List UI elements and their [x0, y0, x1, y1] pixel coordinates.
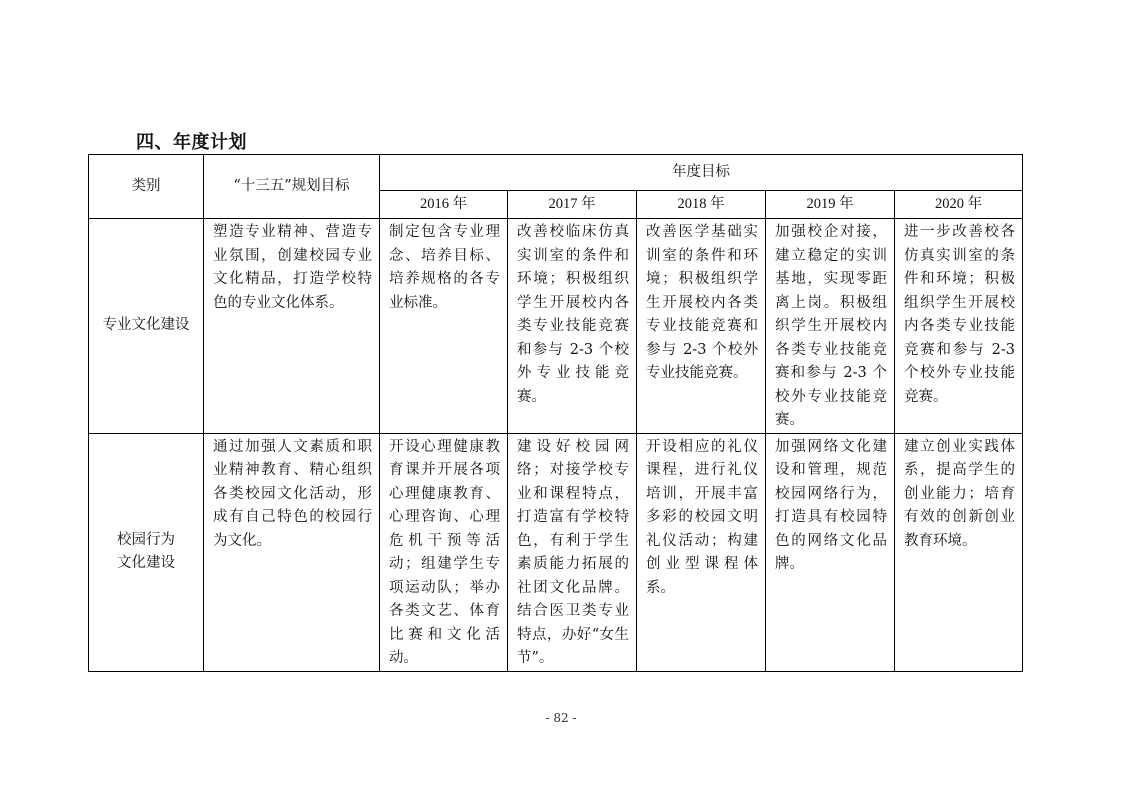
section-title: 四、年度计划 — [136, 132, 247, 153]
row-category: 专业文化建设 — [89, 219, 204, 434]
row-goal-2016: 开设心理健康教育课并开展各项心理健康教育、心理咨询、心理危机干预等活动；组建学生专项运动队；举办各类文艺、体育比赛和文化活动。 — [380, 433, 508, 671]
row-category-line: 文化建设 — [117, 555, 175, 571]
header-year-2018: 2018 年 — [637, 191, 766, 219]
page-number: - 82 - — [545, 711, 577, 725]
row-goal-2019: 加强网络文化建设和管理，规范校园网络行为，打造具有校园特色的网络文化品牌。 — [766, 433, 895, 671]
row-category-line: 校园行为 — [117, 531, 175, 548]
row-plan-goal: 塑造专业精神、营造专业氛围，创建校园专业文化精品，打造学校特色的专业文化体系。 — [204, 219, 380, 434]
header-year-2019: 2019 年 — [766, 191, 895, 219]
row-goal-2020: 进一步改善校各仿真实训室的条件和环境；积极组织学生开展校内各类专业技能竞赛和参与 2-3 个校外专业技能竞赛。 — [895, 219, 1023, 434]
table-row — [89, 433, 1023, 671]
row-category — [89, 433, 204, 671]
row-goal-2019: 加强校企对接，建立稳定的实训基地，实现零距离上岗。积极组织学生开展校内各类专业技能竞赛和参与 2-3 个校外专业技能竞赛。 — [766, 219, 895, 434]
header-plan-goal: “十三五”规划目标 — [204, 155, 380, 219]
row-goal-2018: 开设相应的礼仪课程，进行礼仪培训，开展丰富多彩的校园文明礼仪活动；构建创业型课程体系。 — [637, 433, 766, 671]
table-row — [89, 219, 1023, 434]
header-category: 类别 — [89, 155, 204, 219]
row-goal-2016: 制定包含专业理念、培养目标、培养规格的各专业标准。 — [380, 219, 508, 434]
header-year-2016: 2016 年 — [380, 191, 508, 219]
row-goal-2017: 改善校临床仿真实训室的条件和环境；积极组织学生开展校内各类专业技能竞赛和参与 2-3 个校外专业技能竞赛。 — [508, 219, 637, 434]
row-goal-2018: 改善医学基础实训室的条件和环境；积极组织学生开展校内各类专业技能竞赛和参与 2-3 个校外专业技能竞赛。 — [637, 219, 766, 434]
header-year-2020: 2020 年 — [895, 191, 1023, 219]
table-header-row — [89, 155, 1023, 191]
row-goal-2020: 建立创业实践体系，提高学生的创业能力；培育有效的创新创业教育环境。 — [895, 433, 1023, 671]
header-year-2017: 2017 年 — [508, 191, 637, 219]
header-annual-goal: 年度目标 — [380, 155, 1023, 191]
row-plan-goal: 通过加强人文素质和职业精神教育、精心组织各类校园文化活动，形成有自己特色的校园行为文化。 — [204, 433, 380, 671]
row-goal-2017: 建设好校园网络；对接学校专业和课程特点，打造富有学校特色，有利于学生素质能力拓展的社团文化品牌。结合医卫类专业特点，办好“女生节”。 — [508, 433, 637, 671]
annual-plan-table — [88, 154, 1023, 672]
